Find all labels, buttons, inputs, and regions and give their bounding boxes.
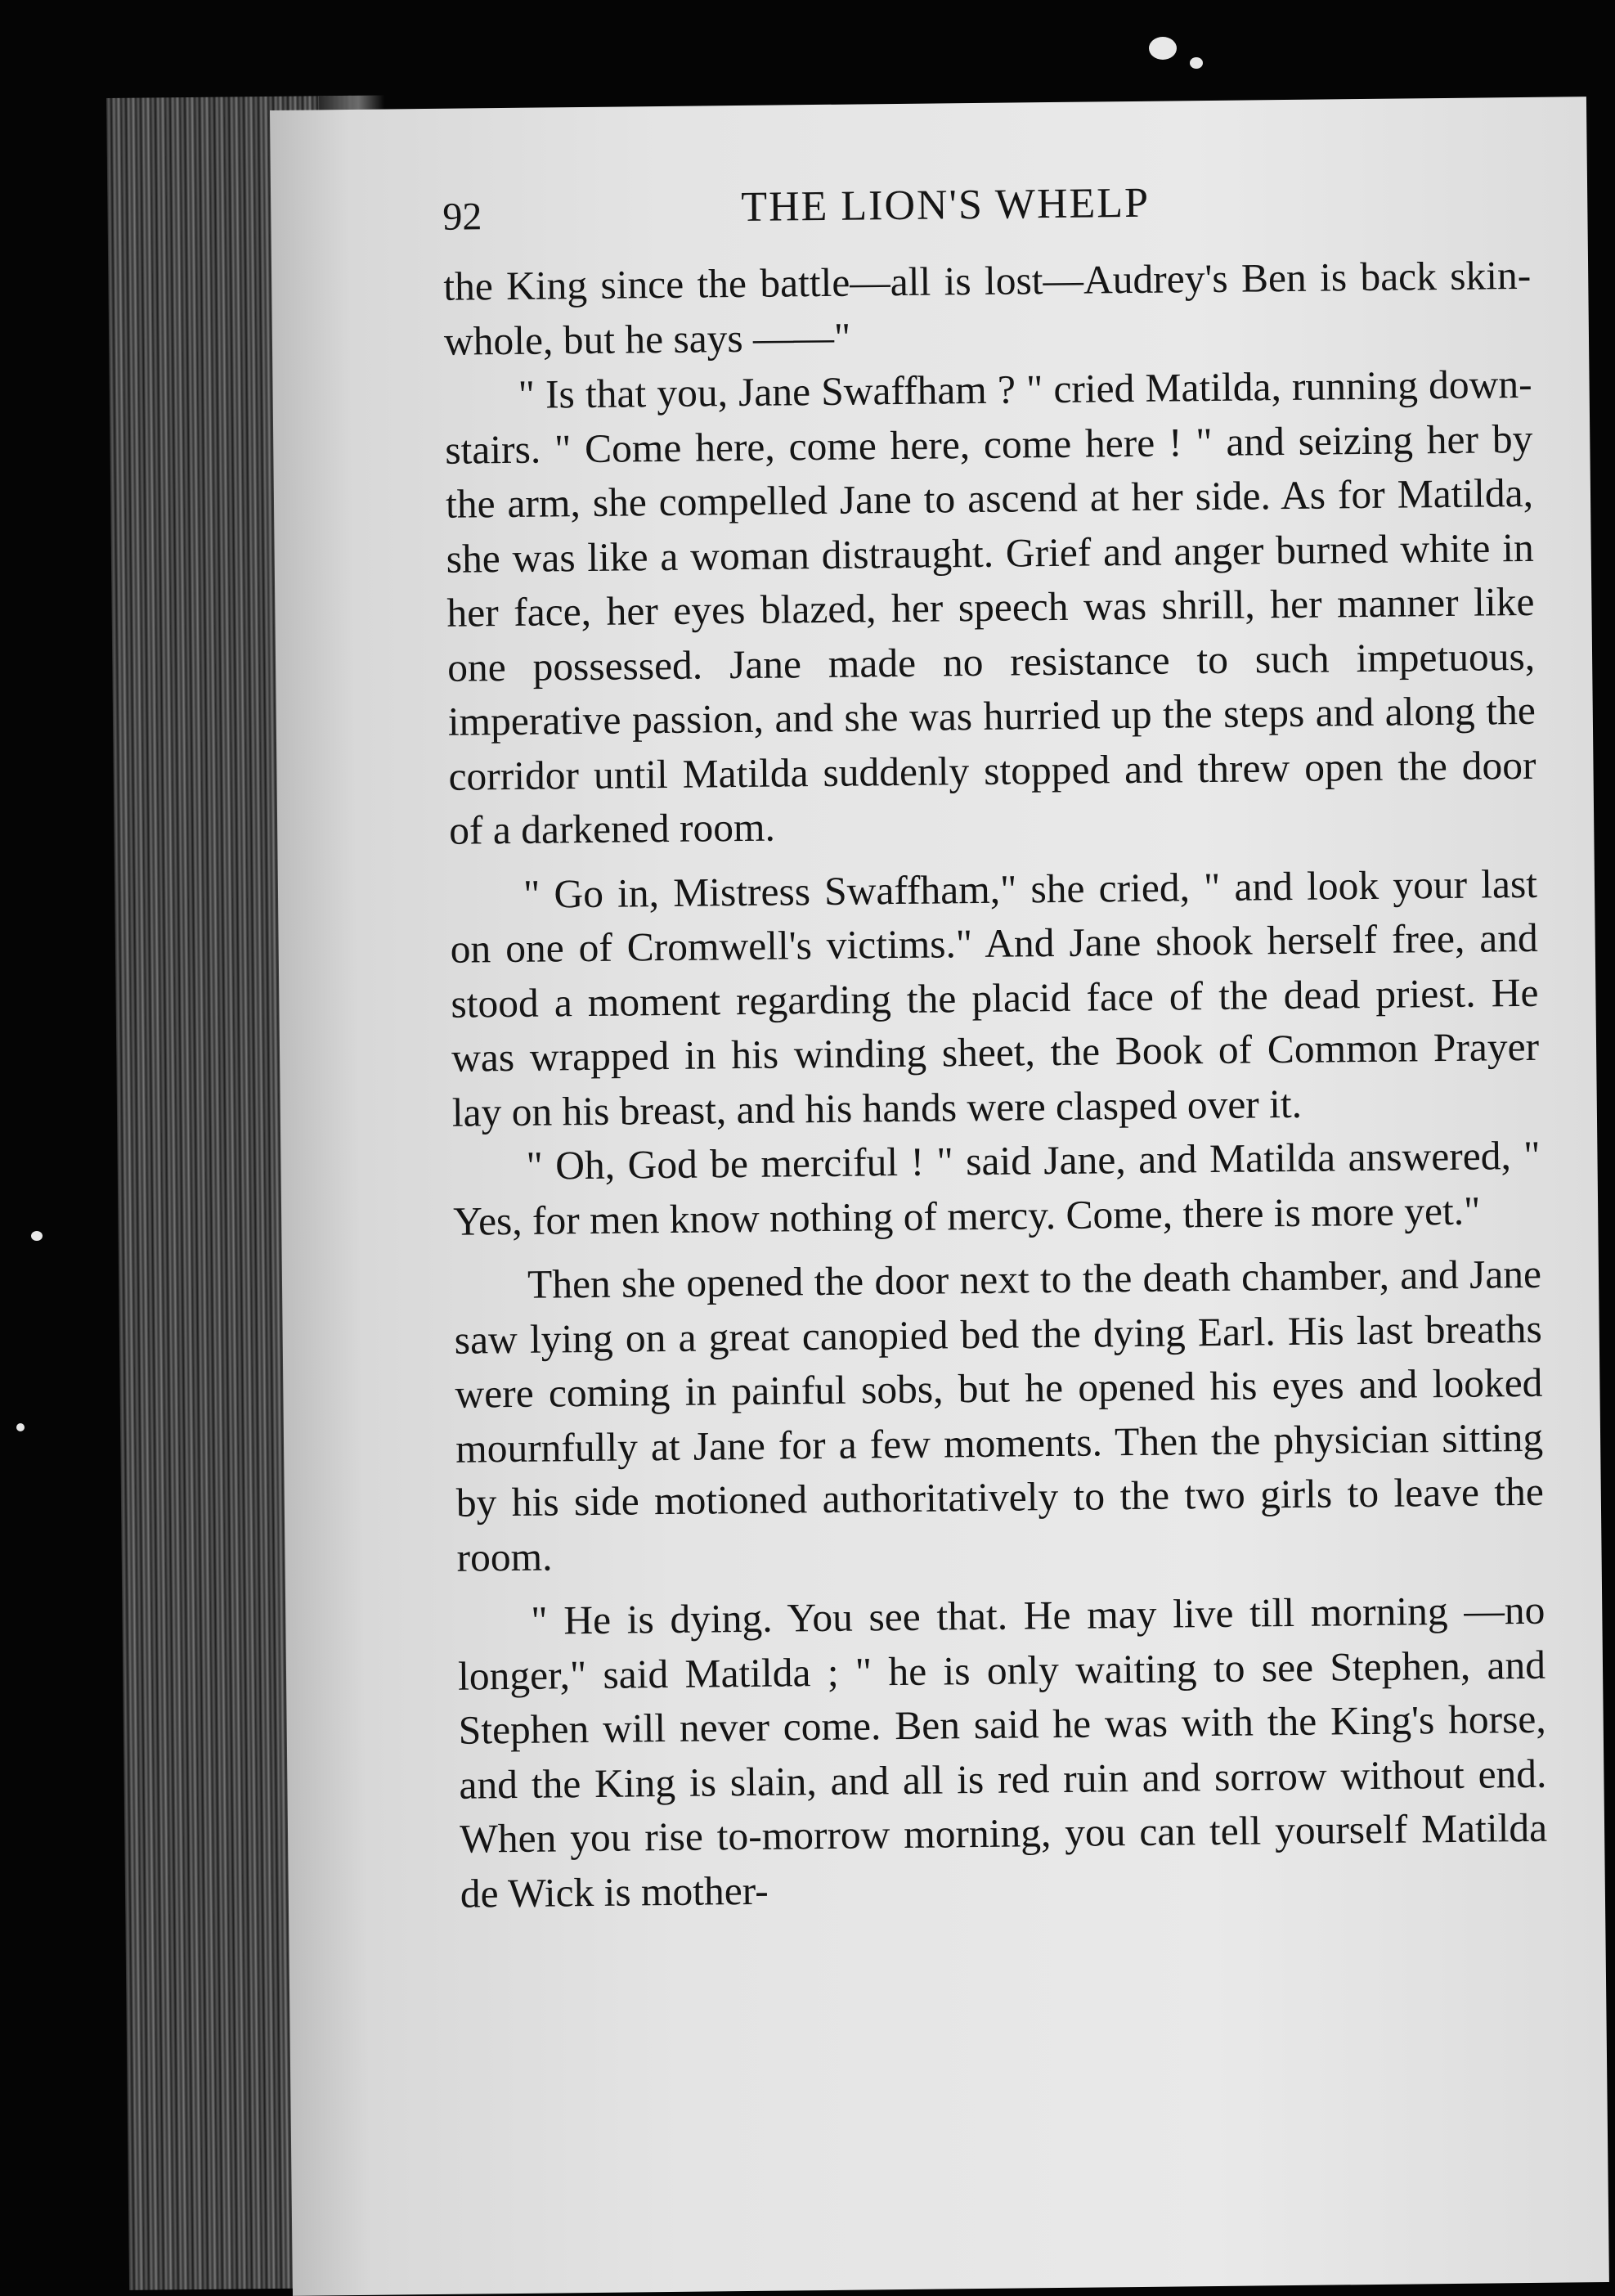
paragraph: " Go in, Mistress Swaffham," she cried, " and look your last on one of Cromwell's victims." And Jane shook herself free, and stood a moment regarding the placid face of the dead priest. He was wrapped in his winding sheet, the Book of Common Prayer lay on his breast, and his hands were clasped over it. (450, 860, 1540, 1135)
running-title: THE LION'S WHELP (740, 179, 1151, 231)
paragraph: Then she opened the door next to the death chamber, and Jane saw lying on a great canopied bed the dying Earl. His last breaths were coming in painful sobs, but he opened his eyes and looked mournfully at Jane for a few moments. Then the physician sitting by his side motioned authoritatively to the two girls to leave the room. (454, 1251, 1545, 1580)
paragraph: " He is dying. You see that. He may live till morning —no longer," said Matilda ; " he is only waiting to see Stephen, and Stephen will never come. Ben said he was with the King's horse, and the King is slain, and all is red ruin and sorrow without end. When you rise to-morrow morning, you can tell yourself Matilda de Wick is mother- (457, 1587, 1548, 1916)
paragraph: " Oh, God be merciful ! " said Jane, and Matilda answered, " Yes, for men know nothing of mercy. Come, there is more yet." (452, 1132, 1541, 1244)
printed-page (270, 97, 1609, 2296)
page-number: 92 (442, 195, 482, 239)
running-head (442, 175, 1531, 260)
page-content (442, 175, 1548, 1921)
paragraph: " Is that you, Jane Swaffham ? " cried Matilda, running down-stairs. " Come here, come here, come here ! " and seizing her by the arm, she compelled Jane to ascend at her side. As for Matilda, she was like a woman distraught. Grief and anger burned white in her face, her eyes blazed, her speech was shrill, her manner like one possessed. Jane made no resistance to such impetuous, imperative passion, and she was hurried up the steps and along the corridor until Matilda suddenly stopped and threw open the door of a darkened room. (445, 361, 1536, 853)
scan-speck (1190, 57, 1203, 69)
scan-speck (16, 1423, 25, 1431)
scan-speck (1149, 37, 1177, 60)
scan-speck (31, 1231, 43, 1241)
paragraph: the King since the battle—all is lost—Audrey's Ben is back skin-whole, but he says ——" (442, 252, 1532, 364)
body-text (443, 249, 1548, 1921)
